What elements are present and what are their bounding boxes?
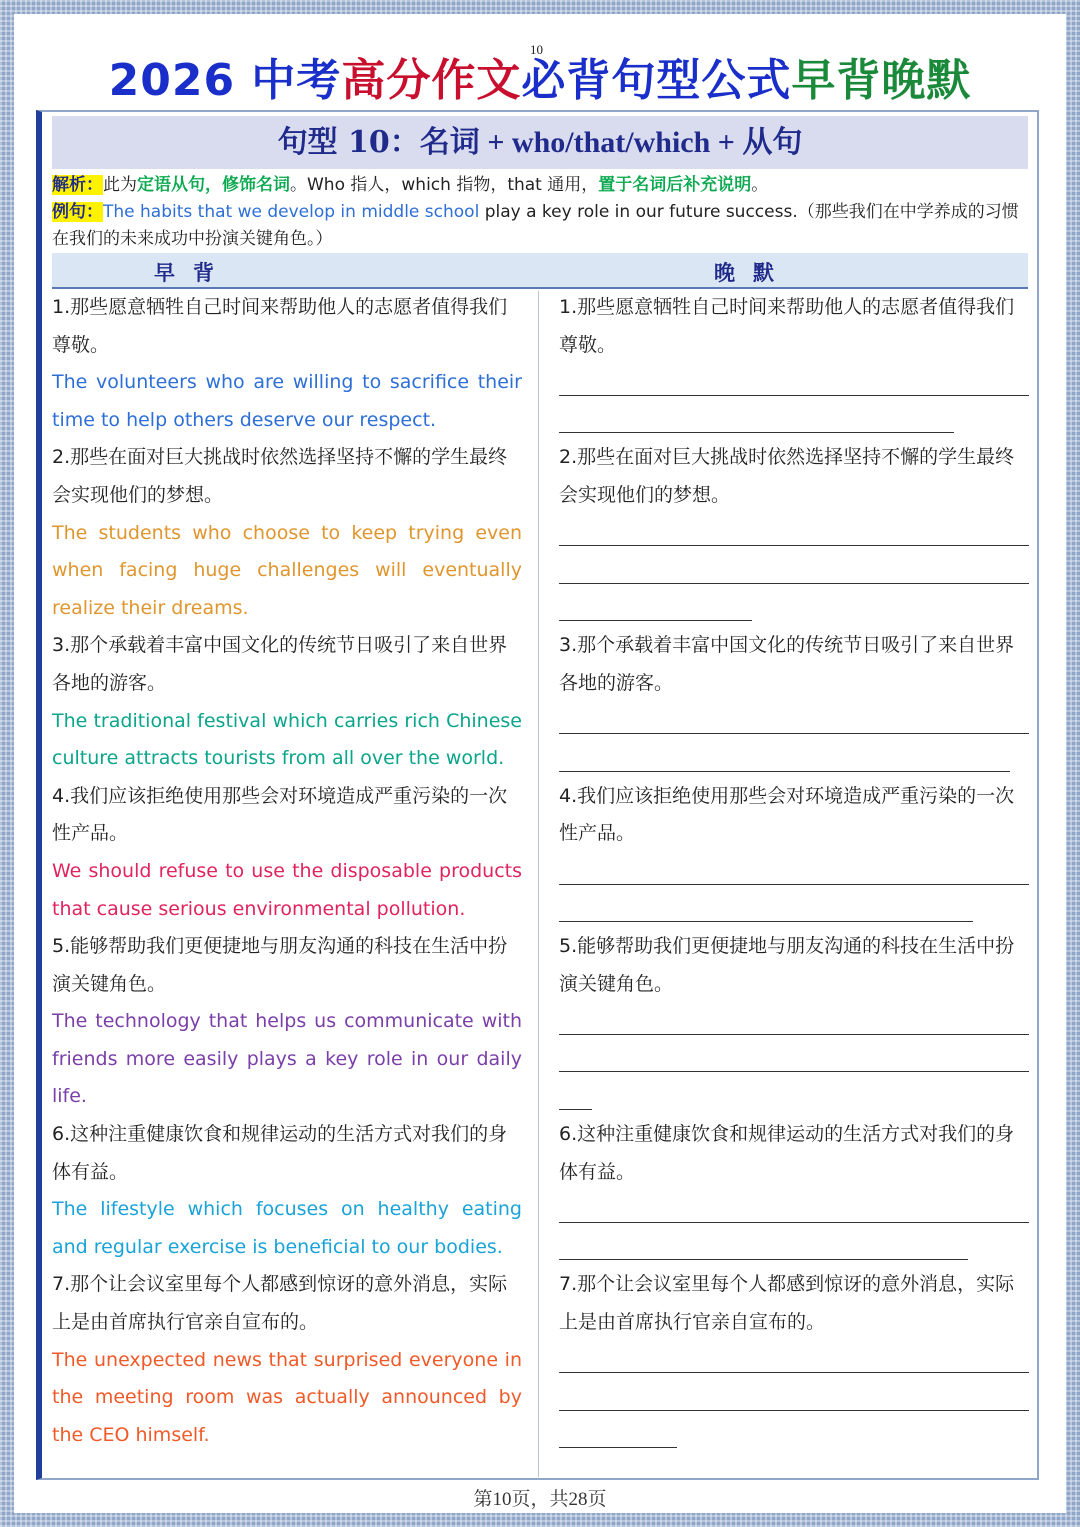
answer-blank-line[interactable]: [559, 590, 1029, 628]
answer-blank-line[interactable]: [559, 1417, 1029, 1455]
top-page-number: 10: [530, 42, 543, 57]
item-english: The volunteers who are willing to sacrifice their time to help others deserve our respect.: [52, 371, 522, 431]
analysis-highlight-1: 定语从句，修饰名词: [137, 175, 290, 195]
analysis-text-1: 此为: [103, 175, 137, 195]
pattern-formula: + who/that/which +: [479, 126, 743, 159]
example-line: [52, 199, 1028, 253]
item-chinese: 6.这种注重健康饮食和规律运动的生活方式对我们的身体有益。: [52, 1123, 508, 1183]
item-english: The students who choose to keep trying even when facing huge challenges will eventually realize their dreams.: [52, 521, 522, 619]
column-divider: [538, 291, 539, 1477]
item-english: The unexpected news that surprised everyone in the meeting room was actually announced by the CEO himself.: [52, 1348, 522, 1446]
memorize-item: [52, 289, 522, 439]
answer-blank-line[interactable]: [559, 1342, 1029, 1380]
answer-blank-line[interactable]: [559, 1078, 1029, 1116]
answer-blank-line[interactable]: [559, 891, 1029, 929]
dictation-column: [559, 289, 1029, 1454]
answer-blank-line[interactable]: [559, 1191, 1029, 1229]
analysis-line: [52, 172, 1028, 199]
memorize-item: [52, 439, 522, 627]
item-english: We should refuse to use the disposable products that cause serious environmental pollution.: [52, 859, 522, 920]
analysis-text-2: 。Who 指人，which 指物，that 通用，: [290, 175, 599, 195]
answer-blank-line[interactable]: [559, 1379, 1029, 1417]
column-header-left: 早背: [154, 260, 232, 285]
title-part-4: 早背晚默: [791, 55, 972, 106]
item-chinese: 2.那些在面对巨大挑战时依然选择坚持不懈的学生最终会实现他们的梦想。: [559, 446, 1015, 506]
memorize-column: [52, 289, 522, 1454]
column-header-bar: [52, 253, 1028, 289]
item-chinese: 1.那些愿意牺牲自己时间来帮助他人的志愿者值得我们尊敬。: [559, 296, 1015, 356]
analysis-highlight-2: 置于名词后补充说明: [598, 175, 752, 195]
memorize-item: [52, 1116, 522, 1266]
dictation-item: [559, 928, 1029, 1116]
item-chinese: 4.我们应该拒绝使用那些会对环境造成严重污染的一次性产品。: [559, 784, 1015, 845]
example-tag: 例句：: [52, 202, 103, 222]
pattern-bar: [52, 116, 1028, 169]
column-header-right: 晚默: [714, 260, 792, 285]
answer-blank-line[interactable]: [559, 1229, 1029, 1267]
item-english: The lifestyle which focuses on healthy eating and regular exercise is beneficial to our bodies.: [52, 1198, 522, 1258]
item-chinese: 6.这种注重健康饮食和规律运动的生活方式对我们的身体有益。: [559, 1123, 1015, 1183]
item-chinese: 4.我们应该拒绝使用那些会对环境造成严重污染的一次性产品。: [52, 784, 508, 845]
answer-blank-line[interactable]: [559, 853, 1029, 891]
dictation-item: [559, 627, 1029, 777]
item-chinese: 3.那个承载着丰富中国文化的传统节日吸引了来自世界各地的游客。: [52, 634, 508, 694]
example-cn: （那些我们在中学养成的习惯在我们的未来成功中扮演关键角色。）: [52, 202, 1019, 249]
item-chinese: 2.那些在面对巨大挑战时依然选择坚持不懈的学生最终会实现他们的梦想。: [52, 446, 508, 506]
title-part-3: 必背句型公式: [521, 55, 792, 106]
memorize-item: [52, 1266, 522, 1454]
item-chinese: 7.那个让会议室里每个人都感到惊讶的意外消息，实际上是由首席执行官亲自宣布的。: [52, 1273, 508, 1334]
example-en-highlight: The habits that we develop in middle school: [103, 202, 480, 222]
dictation-item: [559, 289, 1029, 439]
title-part-2: 高分作文: [341, 55, 522, 106]
dictation-item: [559, 778, 1029, 928]
answer-blank-line[interactable]: [559, 364, 1029, 402]
answer-blank-line[interactable]: [559, 402, 1029, 440]
memorize-item: [52, 778, 522, 928]
answer-blank-line[interactable]: [559, 703, 1029, 741]
answer-blank-line[interactable]: [559, 515, 1029, 553]
item-chinese: 7.那个让会议室里每个人都感到惊讶的意外消息，实际上是由首席执行官亲自宣布的。: [559, 1273, 1015, 1334]
analysis-block: [52, 172, 1028, 253]
item-english: The technology that helps us communicate with friends more easily plays a key role in our daily life.: [52, 1010, 522, 1108]
memorize-item: [52, 627, 522, 777]
item-chinese: 1.那些愿意牺牲自己时间来帮助他人的志愿者值得我们尊敬。: [52, 296, 508, 356]
item-chinese: 5.能够帮助我们更便捷地与朋友沟通的科技在生活中扮演关键角色。: [559, 935, 1015, 995]
answer-blank-line[interactable]: [559, 552, 1029, 590]
analysis-text-3: 。: [751, 175, 769, 195]
dictation-item: [559, 1116, 1029, 1266]
page-footer: 第10页，共28页: [473, 1489, 607, 1510]
pattern-label: 句型 10：名词: [277, 125, 480, 160]
example-en-rest: play a key role in our future success.: [479, 202, 798, 222]
item-english: The traditional festival which carries rich Chinese culture attracts tourists from all over the world.: [52, 709, 522, 770]
title-part-1: 2026 中考: [108, 55, 342, 106]
answer-blank-line[interactable]: [559, 740, 1029, 778]
answer-blank-line[interactable]: [559, 1041, 1029, 1079]
item-chinese: 3.那个承载着丰富中国文化的传统节日吸引了来自世界各地的游客。: [559, 634, 1015, 694]
dictation-item: [559, 439, 1029, 627]
page-title: [0, 44, 1080, 108]
answer-blank-line[interactable]: [559, 1003, 1029, 1041]
pattern-tail: 从句: [742, 125, 803, 160]
item-chinese: 5.能够帮助我们更便捷地与朋友沟通的科技在生活中扮演关键角色。: [52, 935, 508, 995]
dictation-item: [559, 1266, 1029, 1454]
memorize-item: [52, 928, 522, 1116]
analysis-tag: 解析：: [52, 175, 103, 195]
